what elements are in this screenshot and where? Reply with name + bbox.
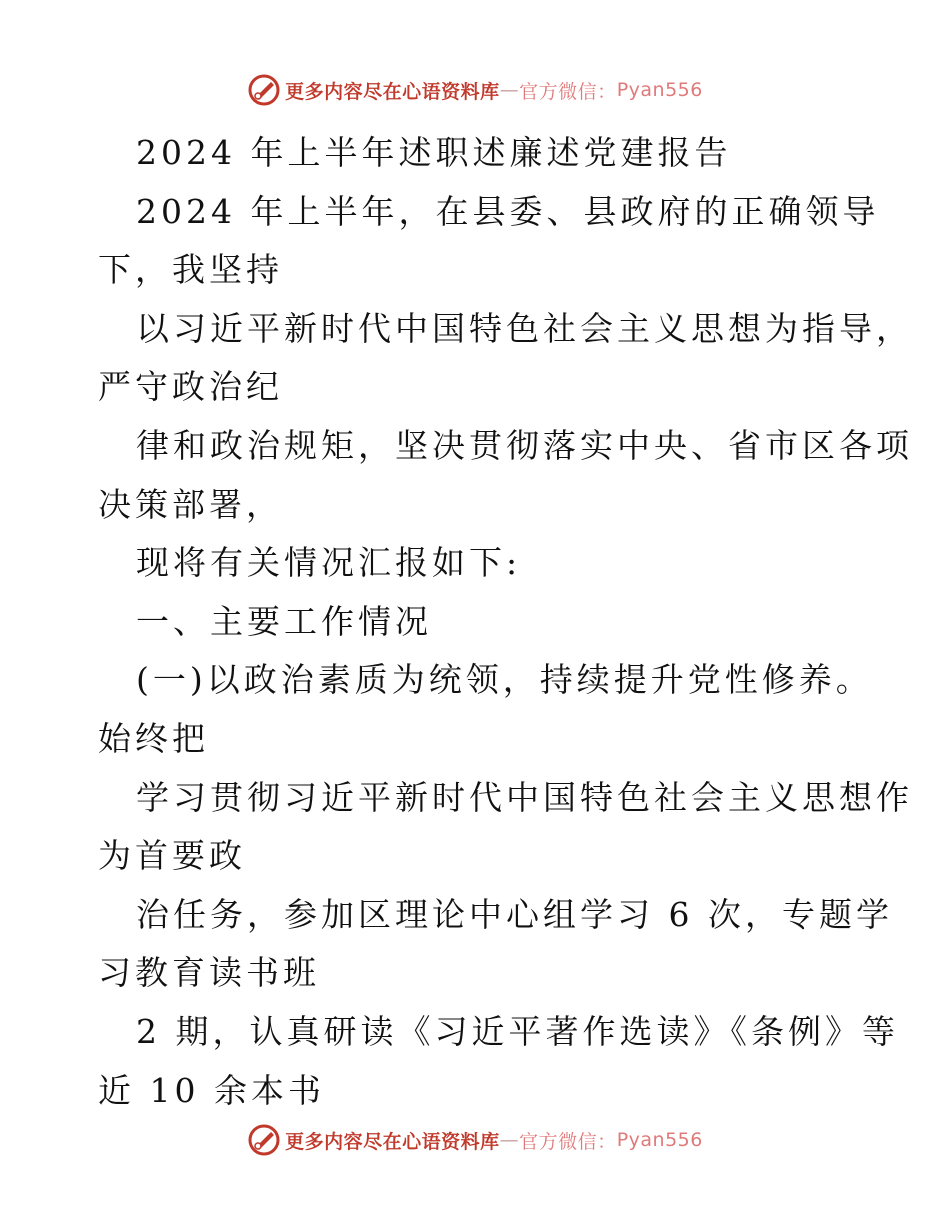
watermark-separator: — [499, 79, 520, 101]
paragraph-line: 治任务，参加区理论中心组学习 6 次，专题学 [136, 894, 893, 934]
paragraph-line: 始终把 [98, 718, 209, 758]
paragraph-line: 2 期，认真研读《习近平著作选读》《条例》等 [136, 1011, 899, 1051]
subsection-heading: (一)以政治素质为统领，持续提升党性修养。 [136, 660, 873, 700]
watermark-official-label: 官方微信： [519, 80, 617, 103]
document-body [98, 124, 913, 1120]
section-heading: 一、主要工作情况 [136, 601, 432, 641]
paragraph-line: 律和政治规矩，坚决贯彻落实中央、省市区各项 [136, 425, 913, 465]
watermark-separator: — [499, 1129, 520, 1151]
paragraph-line: 2024 年上半年，在县委、县政府的正确领导 [136, 191, 880, 231]
watermark-text: 更多内容尽在心语资料库 [285, 80, 500, 103]
watermark-text: 更多内容尽在心语资料库 [285, 1130, 500, 1153]
paragraph-line: 以习近平新时代中国特色社会主义思想为指导， [136, 308, 913, 348]
paragraph-line: 决策部署， [98, 484, 283, 524]
logo-icon [247, 1123, 281, 1157]
watermark-footer [0, 1120, 950, 1160]
paragraph-line: 严守政治纪 [98, 367, 283, 407]
paragraph-line: 下，我坚持 [98, 250, 283, 290]
logo-icon [247, 73, 281, 107]
watermark-wechat-id: Pyan556 [616, 1129, 703, 1151]
watermark-header [0, 70, 950, 110]
paragraph-line: 现将有关情况汇报如下: [136, 543, 522, 583]
paragraph-line: 为首要政 [98, 836, 246, 876]
document-title: 2024 年上半年述职述廉述党建报告 [136, 133, 732, 172]
paragraph-line: 学习贯彻习近平新时代中国特色社会主义思想作 [136, 777, 913, 817]
paragraph-line: 近 10 余本书 [98, 1070, 325, 1110]
watermark-wechat-id: Pyan556 [616, 79, 703, 101]
paragraph-line: 习教育读书班 [98, 953, 320, 993]
watermark-official-label: 官方微信： [519, 1130, 617, 1153]
